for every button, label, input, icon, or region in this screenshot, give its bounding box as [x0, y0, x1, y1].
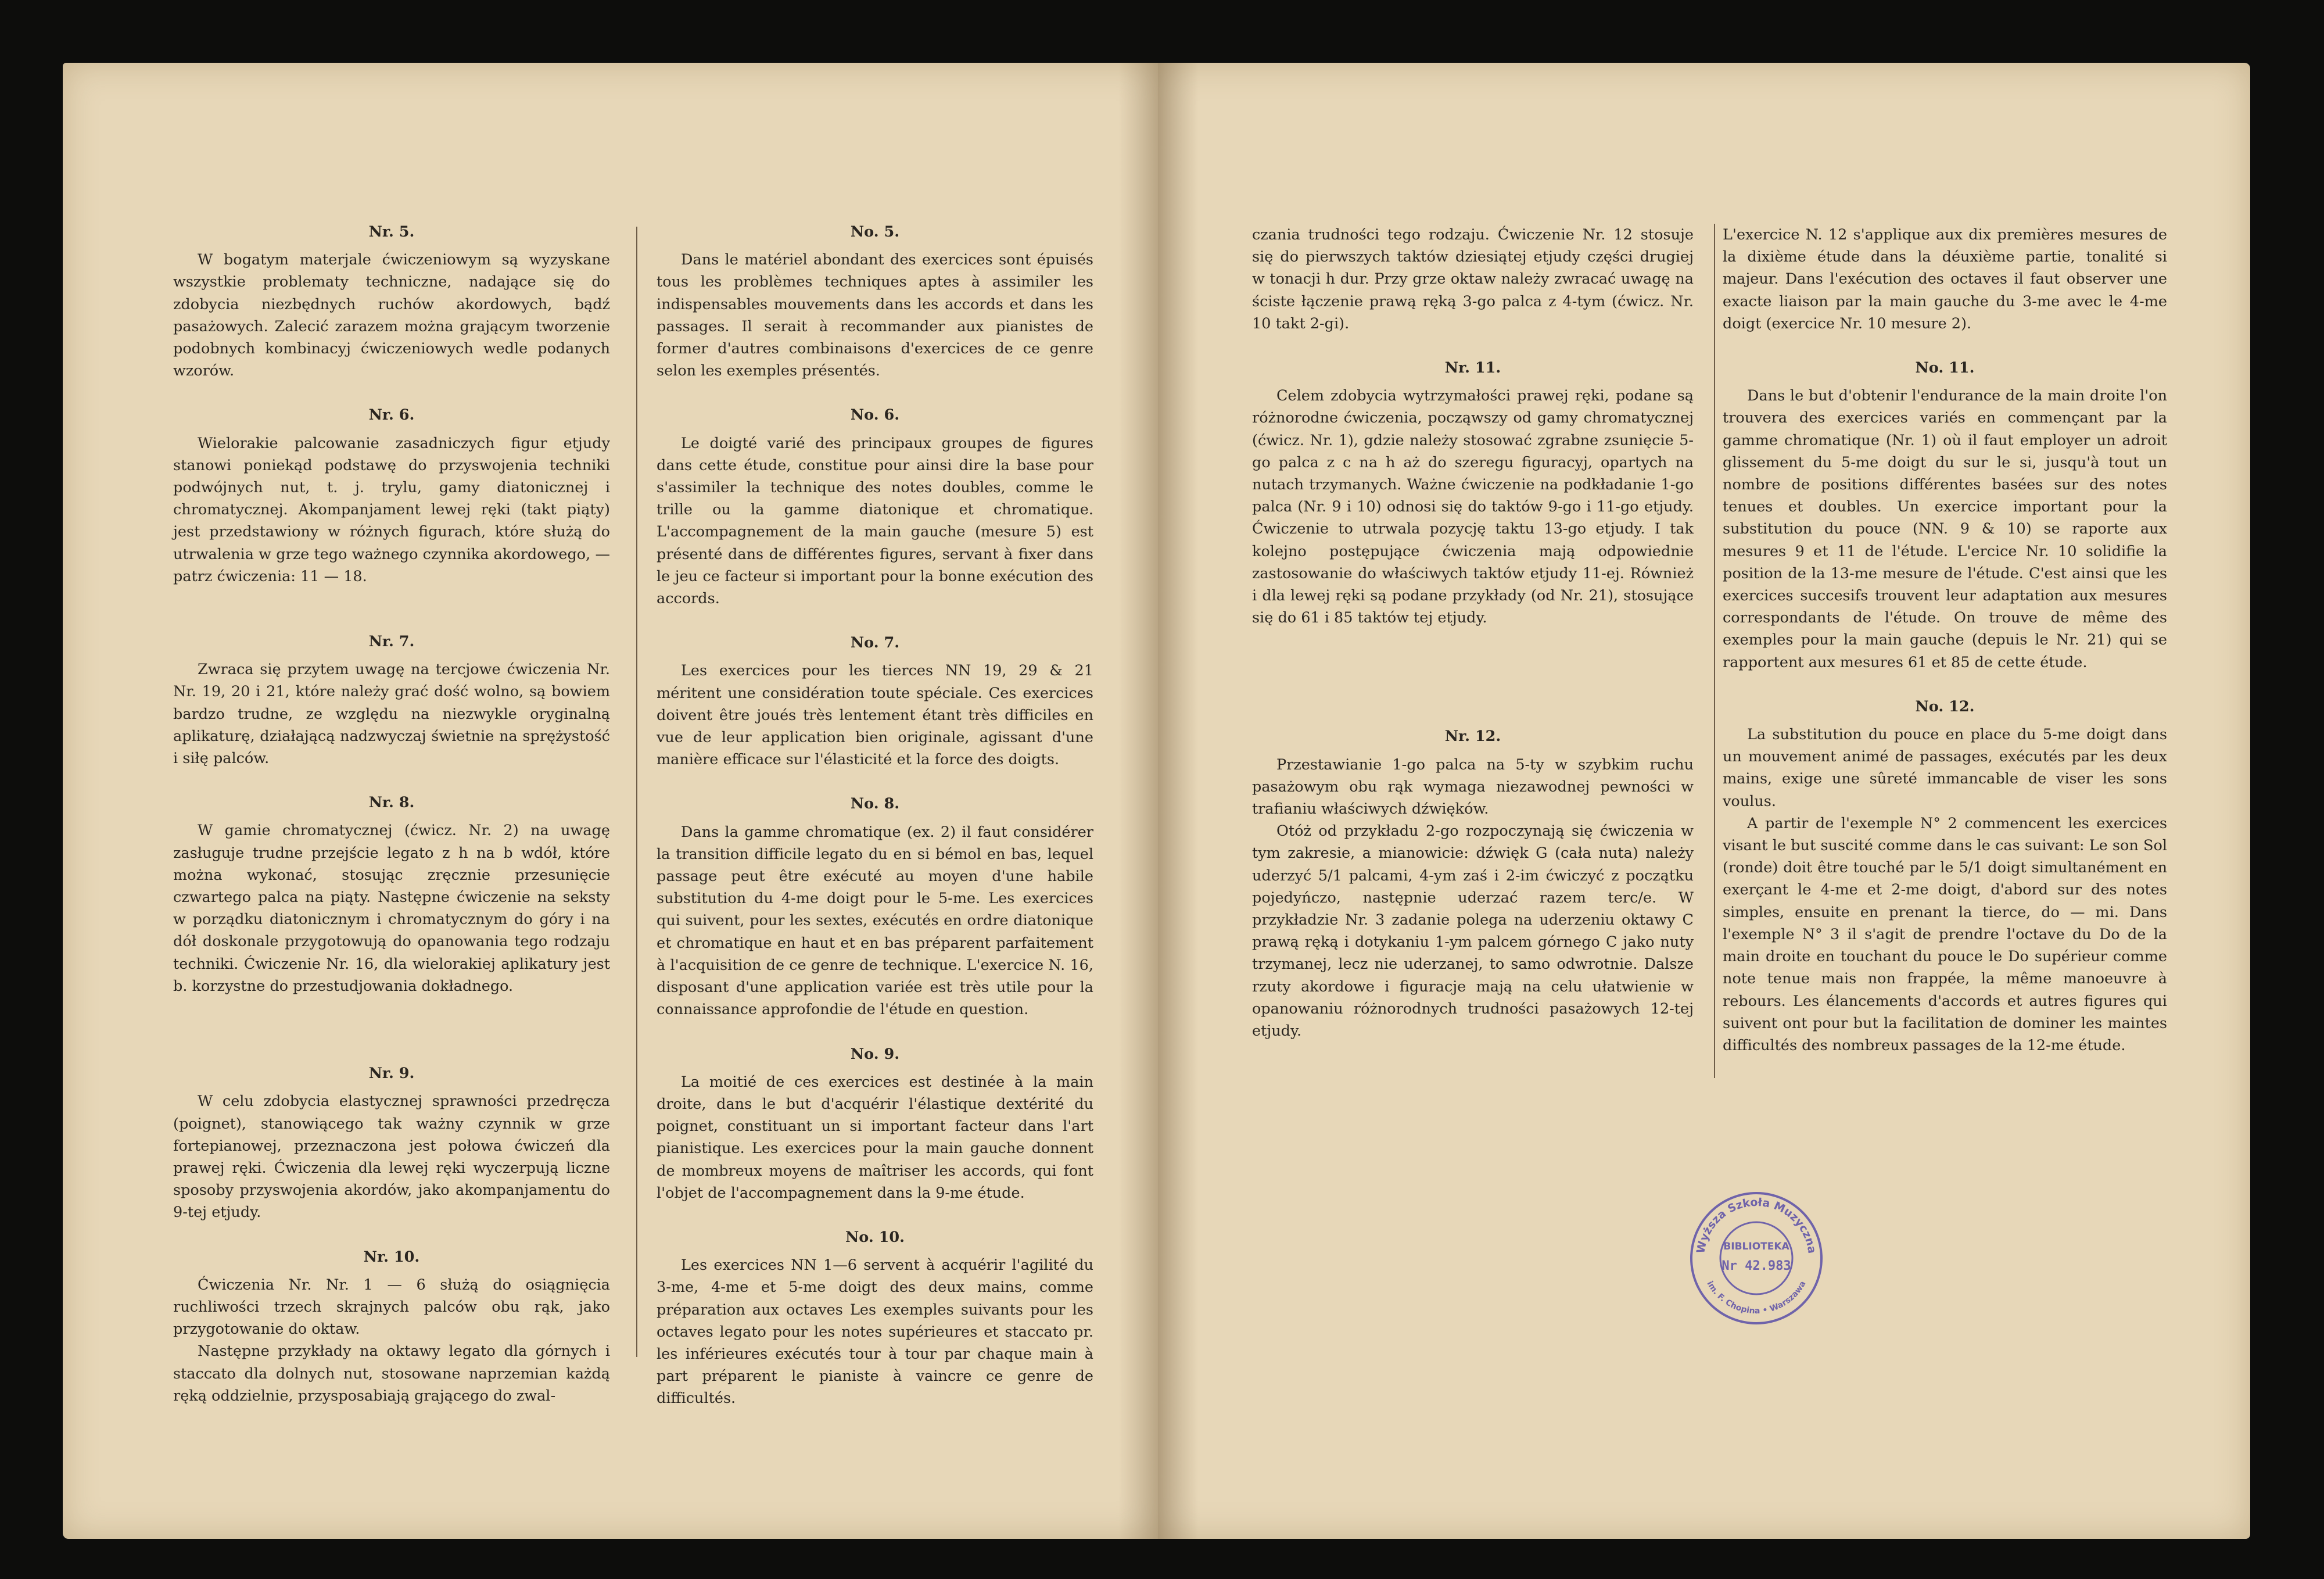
paragraph: Zwraca się przytem uwagę na tercjowe ćwiczenia Nr. Nr. 19, 20 i 21, które należy grać dość wolno, są bowiem bardzo trudne, ze względu na niezwykle oryginalną aplikaturę, działającą nadzwyczaj świetnie na sprężystość i siłę palców. [173, 661, 610, 768]
stamp-top-text: Wyższa Szkoła Muzyczna [1694, 1195, 1819, 1255]
paragraph: W bogatym materjale ćwiczeniowym są wyzyskane wszystkie problematy techniczne, nadające się do zdobycia niezbędnych ruchów akordowych, bądź pasażowych. Zalecić zarazem można grającym tworzenie podobnych kombinacyj ćwiczeniowych wedle podanych wzorów. [173, 251, 610, 380]
paragraph: Les exercices pour les tierces NN 19, 29 & 21 méritent une considération toute spéciale. Ces exercices doivent être joués très lentement étant très difficiles en vue de leur application bien originale, agissant d'une manière efficace sur l'élasticité et la force des doigts. [657, 662, 1093, 769]
stamp-outer-ring [1691, 1193, 1821, 1323]
section-heading: No. 8. [850, 795, 900, 813]
right-polish-column [1252, 224, 1694, 1042]
section-heading: No. 6. [850, 406, 900, 424]
paragraph: La moitié de ces exercices est destinée à la main droite, dans le but d'acquérir l'élastique dextérité du poignet, constituant un si important facteur dans l'art pianistique. Les exercices pour la main gauche donnent de mombreux moyens de maîtriser les accords, qui font l'objet de l'accompagnement dans la 9-me étude. [657, 1073, 1093, 1202]
paragraph: A partir de l'exemple N° 2 commencent les exercices visant le but suscité comme dans le cas suivant: Le son Sol (ronde) doit être touché par le 5/1 doigt simultanément en exerçant le 4-me et 2-me doigt, d'abord sur des notes simples, ensuite en prenant la tierce, do — mi. Dans l'exemple N° 3 il s'agit de prendre l'octave du Do de la main droite en touchant du pouce le Do supérieur comme note tenue mais non frappée, la même manoeuvre à rebours. Les élancements d'accords et autres figures qui suivent ont pour but la facilitation de dominer les maintes difficultés des nombreux passages de la 12-me étude. [1723, 814, 2167, 1054]
left-french-column [657, 221, 1093, 1410]
paragraph: Otóż od przykładu 2-go rozpoczynają się ćwiczenia w tym zakresie, a mianowicie: dźwięk G (cała nuta) należy uderzyć 5/1 palcami, 4-ym zaś i 2-im ćwiczyć z początku pojedyńczo, następnie uderzać razem terc/e. W przykładzie Nr. 3 zadanie polega na uderzeniu oktawy C prawą ręką i dotykaniu 1-ym palcem górnego C jako nuty trzymanej, lecz nie uderzanej, to samo odwrotnie. Dalsze rzuty akordowe i figuracje mają na celu ułatwienie w opanowaniu różnorodnych trudności pasażowych 12-tej etjudy. [1252, 822, 1694, 1040]
paragraph: La substitution du pouce en place du 5-me doigt dans un mouvement animé de passages, exécutés par les deux mains, exige une sûreté immancable de viser les sons voulus. [1723, 726, 2167, 810]
section-heading: Nr. 11. [1444, 359, 1501, 377]
stamp-inner-ring [1720, 1222, 1792, 1294]
paragraph: Dans le matériel abondant des exercices sont épuisés tous les problèmes techniques aptes à assimiler les indispensables mouvements dans les accords et dans les passages. Il serait à recommander aux pianistes de former d'autres combinaisons d'exercices de ce genre selon les exemples présentés. [657, 251, 1093, 380]
paragraph: Le doigté varié des principaux groupes de figures dans cette étude, constitue pour ainsi dire la base pour s'assimiler la technique des notes doubles, comme le trille ou la gamme diatonique et chromatique. L'accompagnement de la main gauche (mesure 5) est présenté dans de différentes figures, servant à fixer dans le jeu ce facteur si important pour la bonne exécution des accords. [657, 434, 1093, 608]
column-divider-left [636, 227, 637, 1357]
paragraph: Ćwiczenia Nr. Nr. 1 — 6 służą do osiągnięcia ruchliwości trzech skrajnych palców obu rąk, jako przygotowanie do oktaw. [173, 1276, 610, 1338]
paragraph: Wielorakie palcowanie zasadniczych figur etjudy stanowi poniekąd podstawę do przyswojenia techniki podwójnych nut, t. j. trylu, gamy diatonicznej i chromatycznej. Akompanjament lewej ręki (takt piąty) jest przedstawiony w różnych figurach, które służą do utrwalenia w grze tego ważnego czynnika akordowego, — patrz ćwiczenia: 11 — 18. [173, 434, 610, 585]
right-french-column [1723, 224, 2167, 1057]
paragraph: Dans la gamme chromatique (ex. 2) il faut considérer la transition difficile legato du en si bémol en bas, lequel passage peut être exécuté au moyen d'une habile substitution du 4-me doigt pour le 5-me. Les exercices qui suivent, pour les sextes, exécutés en ordre diatonique et chromatique en haut et en bas préparent parfaitement à l'acquisition de ce genre de technique. L'exercice N. 16, disposant d'une application variée est très utile pour la connaissance approfondie de l'étude en question. [657, 823, 1093, 1019]
paragraph: W gamie chromatycznej (ćwicz. Nr. 2) na uwagę zasługuje trudne przejście legato z h na b wdół, które można wykonać, stosując zręcznie przesunięcie czwartego palca na piąty. Następne ćwiczenie na seksty w porządku diatonicznym i chromatycznym do góry i na dół doskonale przygotowują do opanowania tego rodzaju techniki. Ćwiczenie Nr. 16, dla wielorakiej aplikatury jest b. korzystne do przestudjowania dokładnego. [173, 822, 610, 995]
section-heading: Nr. 8. [368, 794, 415, 812]
section-heading: Nr. 7. [368, 633, 415, 651]
stamp-middle-text: BIBLIOTEKA [1723, 1241, 1789, 1252]
section-heading: Nr. 6. [368, 406, 415, 424]
section-heading: No. 5. [850, 223, 900, 241]
paragraph: Les exercices NN 1—6 servent à acquérir l'agilité du 3-me, 4-me et 5-me doigt des deux mains, comme préparation aux octaves Les exemples suivants pour les octaves legato pour les notes supérieures et staccato pr. les inférieures exécutés tour à tour par chaque main à part préparent le pianiste à vaincre ce genre de difficultés. [657, 1256, 1093, 1408]
section-heading: Nr. 10. [363, 1248, 420, 1266]
section-heading: No. 9. [850, 1045, 900, 1063]
gutter-shadow [1158, 63, 1199, 1539]
paragraph: W celu zdobycia elastycznej sprawności przedręcza (poignet), stanowiącego tak ważny czynnik w grze fortepianowej, przeznaczona jest połowa ćwiczeń dla prawej ręki. Ćwiczenia dla lewej ręki wyczerpują liczne sposoby przyswojenia akordów, jako akompanjamentu do 9-tej etjudy. [173, 1093, 610, 1222]
section-heading: No. 11. [1915, 359, 1975, 377]
stamp-bottom-text: im. F. Chopina • Warszawa [1705, 1279, 1808, 1316]
paragraph: Dans le but d'obtenir l'endurance de la main droite l'on trouvera des exercices variés en commençant par la gamme chromatique (Nr. 1) où il faut employer un adroit glissement du 5-me doigt du sur le si, jusqu'à tout un nombre de positions différentes basées sur des notes tenues et doubles. Un exercice important pour la substitution du pouce (NN. 9 & 10) se raporte aux mesures 9 et 11 de l'étude. L'ercice Nr. 10 solidifie la position de la 13-me mesure de l'étude. C'est ainsi que les exercices succesifs trouvent leur adaptation aux mesures correspondants de l'étude. On trouve de même des exemples pour la main gauche (depuis le Nr. 21) qui se rapportent aux mesures 61 et 85 de cette étude. [1723, 387, 2167, 671]
section-heading: Nr. 5. [368, 223, 415, 241]
section-heading: Nr. 9. [368, 1065, 415, 1083]
left-polish-column [173, 221, 610, 1407]
library-stamp [1684, 1186, 1829, 1331]
section-heading: No. 10. [845, 1228, 905, 1246]
column-divider-right [1714, 224, 1715, 1078]
paragraph: Przestawianie 1-go palca na 5-ty w szybkim ruchu pasażowym obu rąk wymaga niezawodnej pewności w trafianiu właściwych dźwięków. [1252, 756, 1694, 818]
section-heading: No. 7. [850, 634, 900, 652]
gutter-shadow-left [1118, 63, 1158, 1539]
paragraph: Celem zdobycia wytrzymałości prawej ręki, podane są różnorodne ćwiczenia, począwszy od gamy chromatycznej (ćwicz. Nr. 1), gdzie należy stosować zgrabne zsunięcie 5-go palca z c na h aż do szeregu figuracyj, opartych na nutach trzymanych. Ważne ćwiczenie na podkładanie 1-go palca (Nr. 9 i 10) odnosi się do taktów 9-go i 11-go etjudy. Ćwiczenie to utrwala pozycję taktu 13-go etjudy. I tak kolejno postępujące ćwiczenia mają odpowiednie zastosowanie do właściwych taktów etjudy 11-ej. Również i dla lewej ręki są podane przykłady (od Nr. 21), stosujące się do 61 i 85 taktów tej etjudy. [1252, 387, 1694, 627]
paragraph: L'exercice N. 12 s'applique aux dix premières mesures de la dixième étude dans la déuxième partie, tonalité si majeur. Dans l'exécution des octaves il faut observer une exacte liaison par la main gauche du 3-me avec le 4-me doigt (exercice Nr. 10 mesure 2). [1723, 226, 2167, 332]
stamp-number: Nr 42.983 [1722, 1259, 1791, 1273]
paragraph: czania trudności tego rodzaju. Ćwiczenie Nr. 12 stosuje się do pierwszych taktów dziesiątej etjudy części drugiej w tonacji h dur. Przy grze oktaw należy zwracać uwagę na ściste łączenie prawą ręką 3-go palca z 4-tym (ćwicz. Nr. 10 takt 2-gi). [1252, 226, 1694, 332]
section-heading: Nr. 12. [1444, 728, 1501, 746]
paragraph: Następne przykłady na oktawy legato dla górnych i staccato dla dolnych nut, stosowane naprzemian każdą ręką oddzielnie, przysposabiają grającego do zwal- [173, 1342, 610, 1405]
section-heading: No. 12. [1915, 697, 1975, 715]
